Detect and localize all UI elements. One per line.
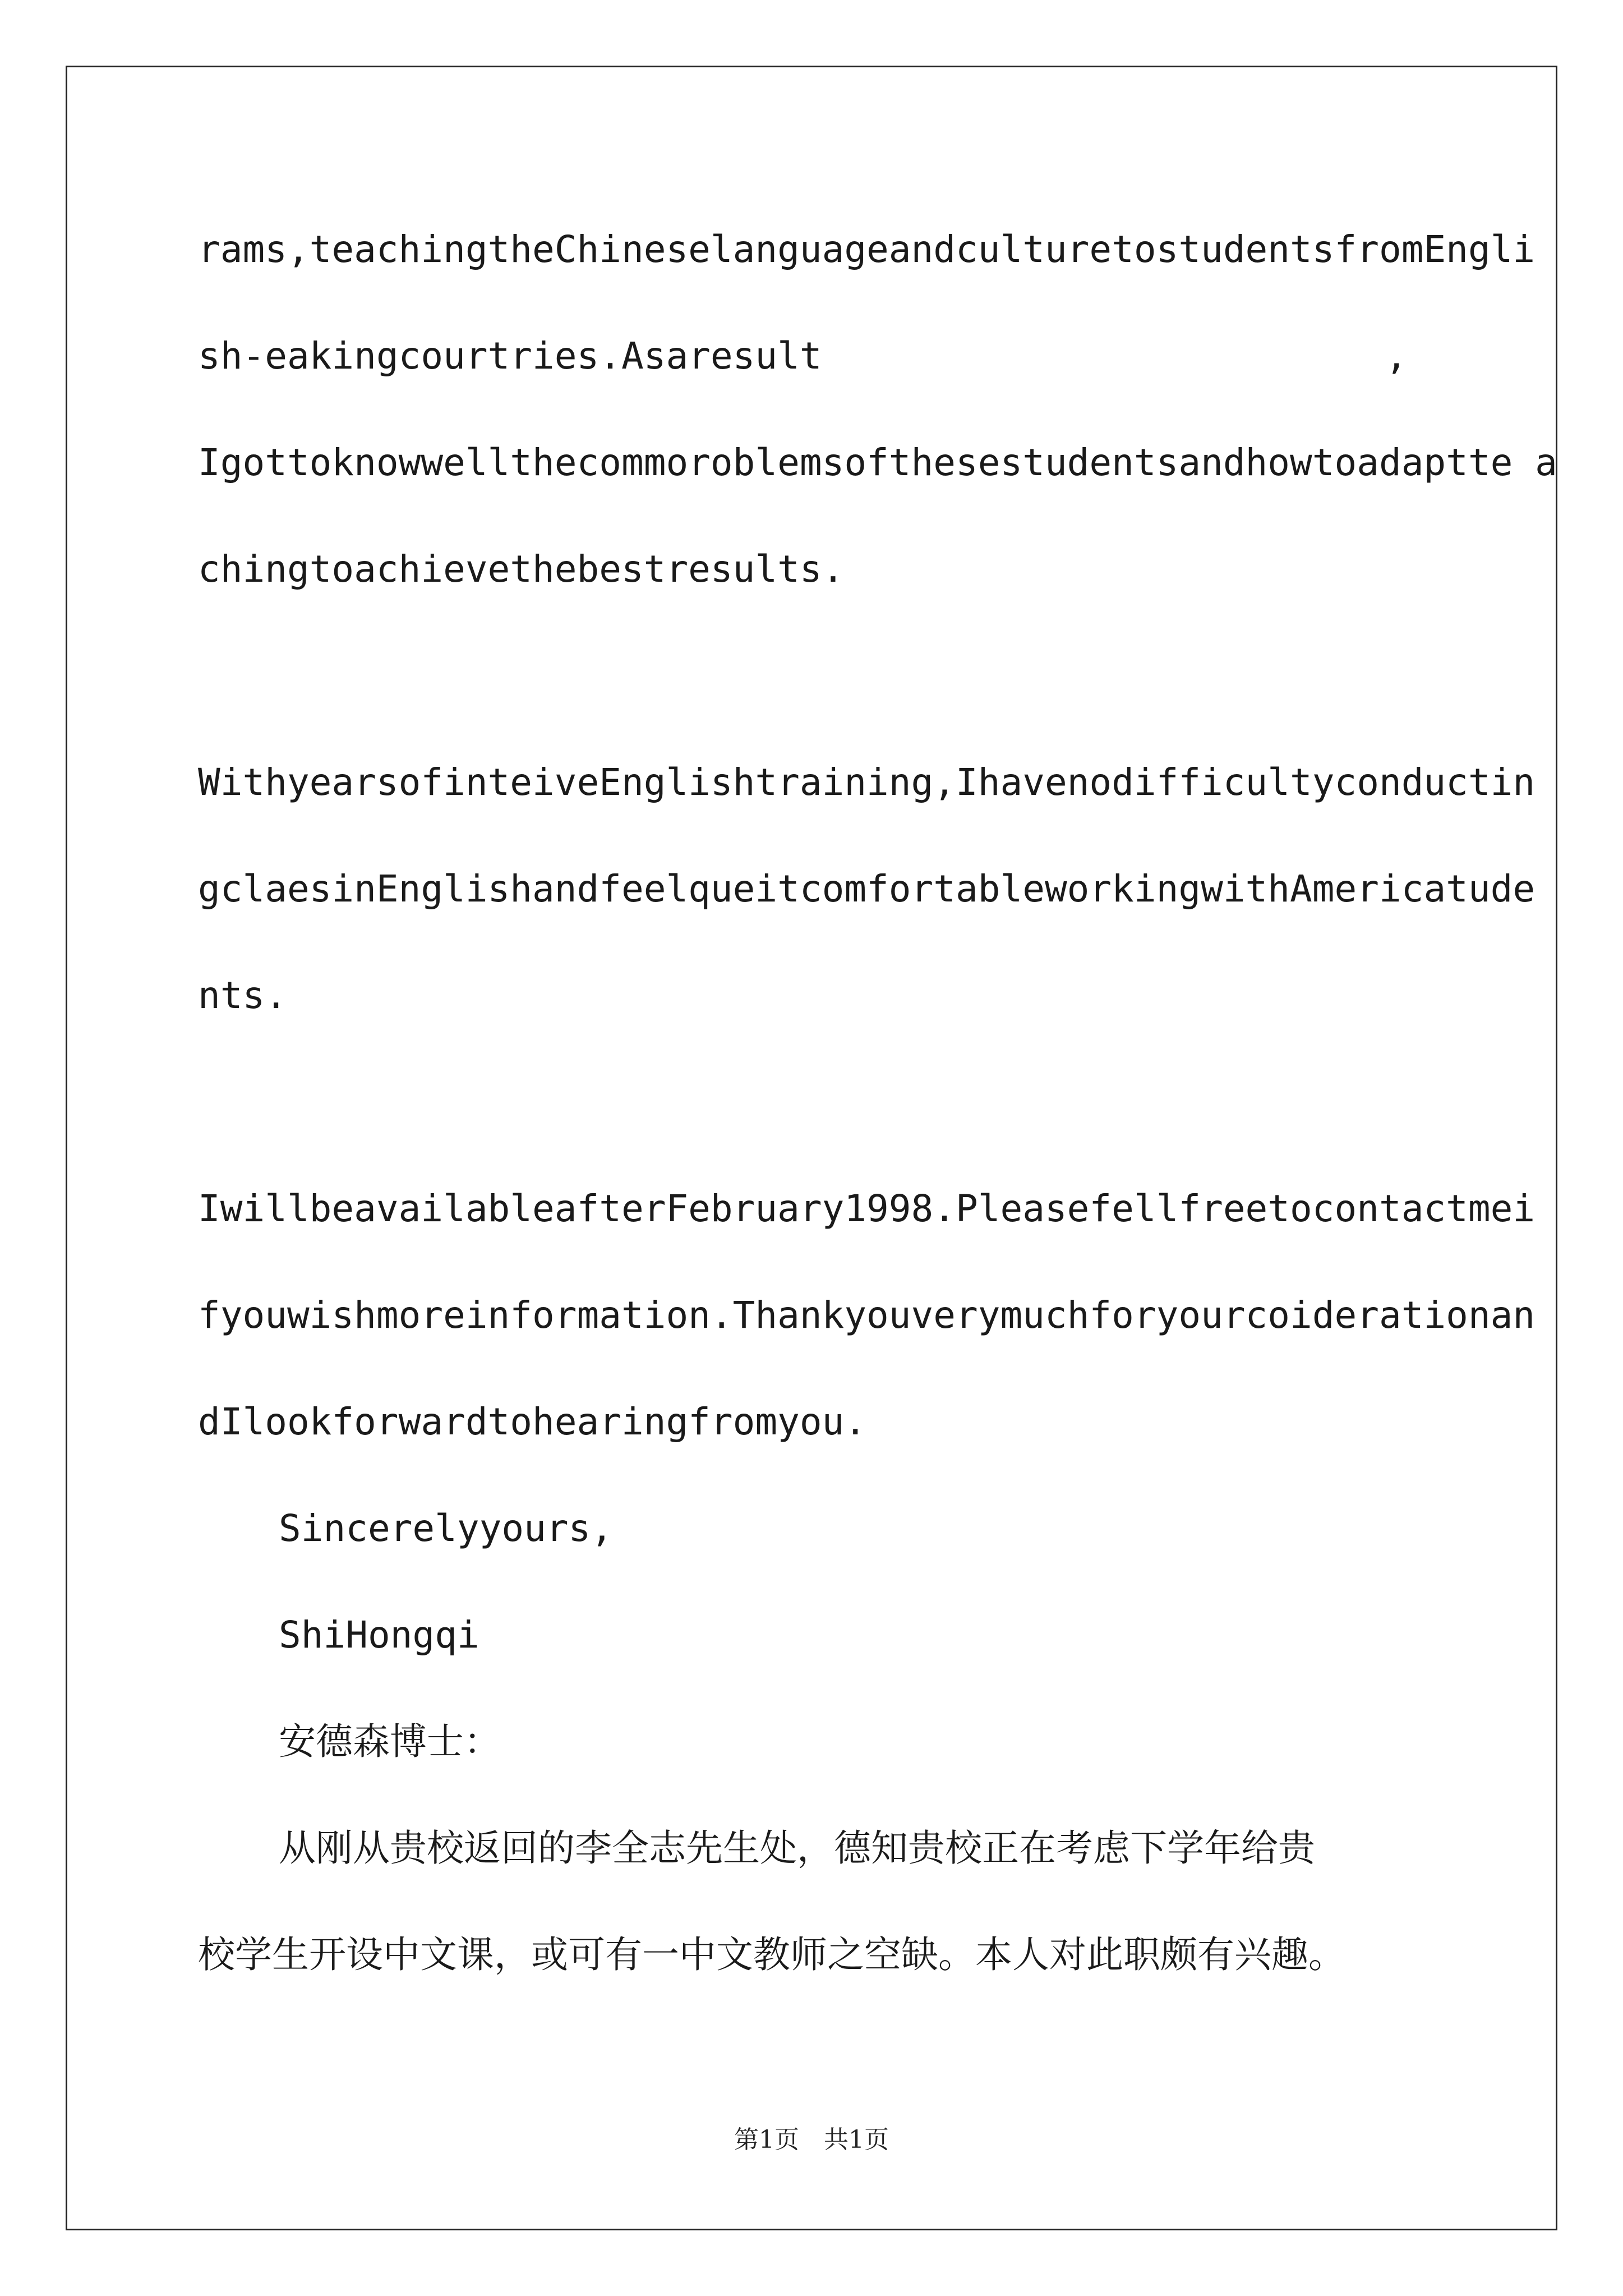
paragraph-3-line-1: IwillbeavailableafterFebruary1998.Pleasefellfreetocontactmei <box>198 1187 1536 1230</box>
page-border <box>66 66 1557 2230</box>
paragraph-2-line-2: gclaesinEnglishandfeelqueitcomfortableworkingwithAmericatude <box>198 867 1536 910</box>
closing: Sincerelyyours, <box>279 1507 614 1550</box>
paragraph-cn-line-1: 从刚从贵校返回的李全志先生处，德知贵校正在考虑下学年给贵 <box>279 1826 1315 1870</box>
paragraph-1-comma: , <box>1385 334 1408 378</box>
paragraph-1-line-3: Igottoknowwellthecommoroblemsofthesestudentsandhowtoadaptte a <box>198 441 1557 484</box>
page-footer: 第1页 共1页 <box>734 2125 889 2154</box>
paragraph-2-line-3: nts. <box>198 974 287 1017</box>
paragraph-1-line-2: sh-eakingcourtries.Asaresult <box>198 334 822 378</box>
paragraph-cn-line-2: 校学生开设中文课，或可有一中文教师之空缺。本人对此职颇有兴趣。 <box>198 1933 1345 1976</box>
paragraph-3-line-3: dIlookforwardtohearingfromyou. <box>198 1400 867 1443</box>
paragraph-1-line-1: rams,teachingtheChineselanguageandculturetostudentsfromEngli <box>198 228 1536 271</box>
paragraph-2-line-1: WithyearsofinteiveEnglishtraining,Ihavenodifficultyconductin <box>198 761 1536 804</box>
paragraph-3-line-2: fyouwishmoreinformation.Thankyouverymuchforyourcoiderationan <box>198 1294 1536 1337</box>
signature: ShiHongqi <box>279 1613 479 1657</box>
paragraph-1-line-4: chingtoachievethebestresults. <box>198 547 845 591</box>
salutation-cn: 安德森博士： <box>279 1720 501 1763</box>
